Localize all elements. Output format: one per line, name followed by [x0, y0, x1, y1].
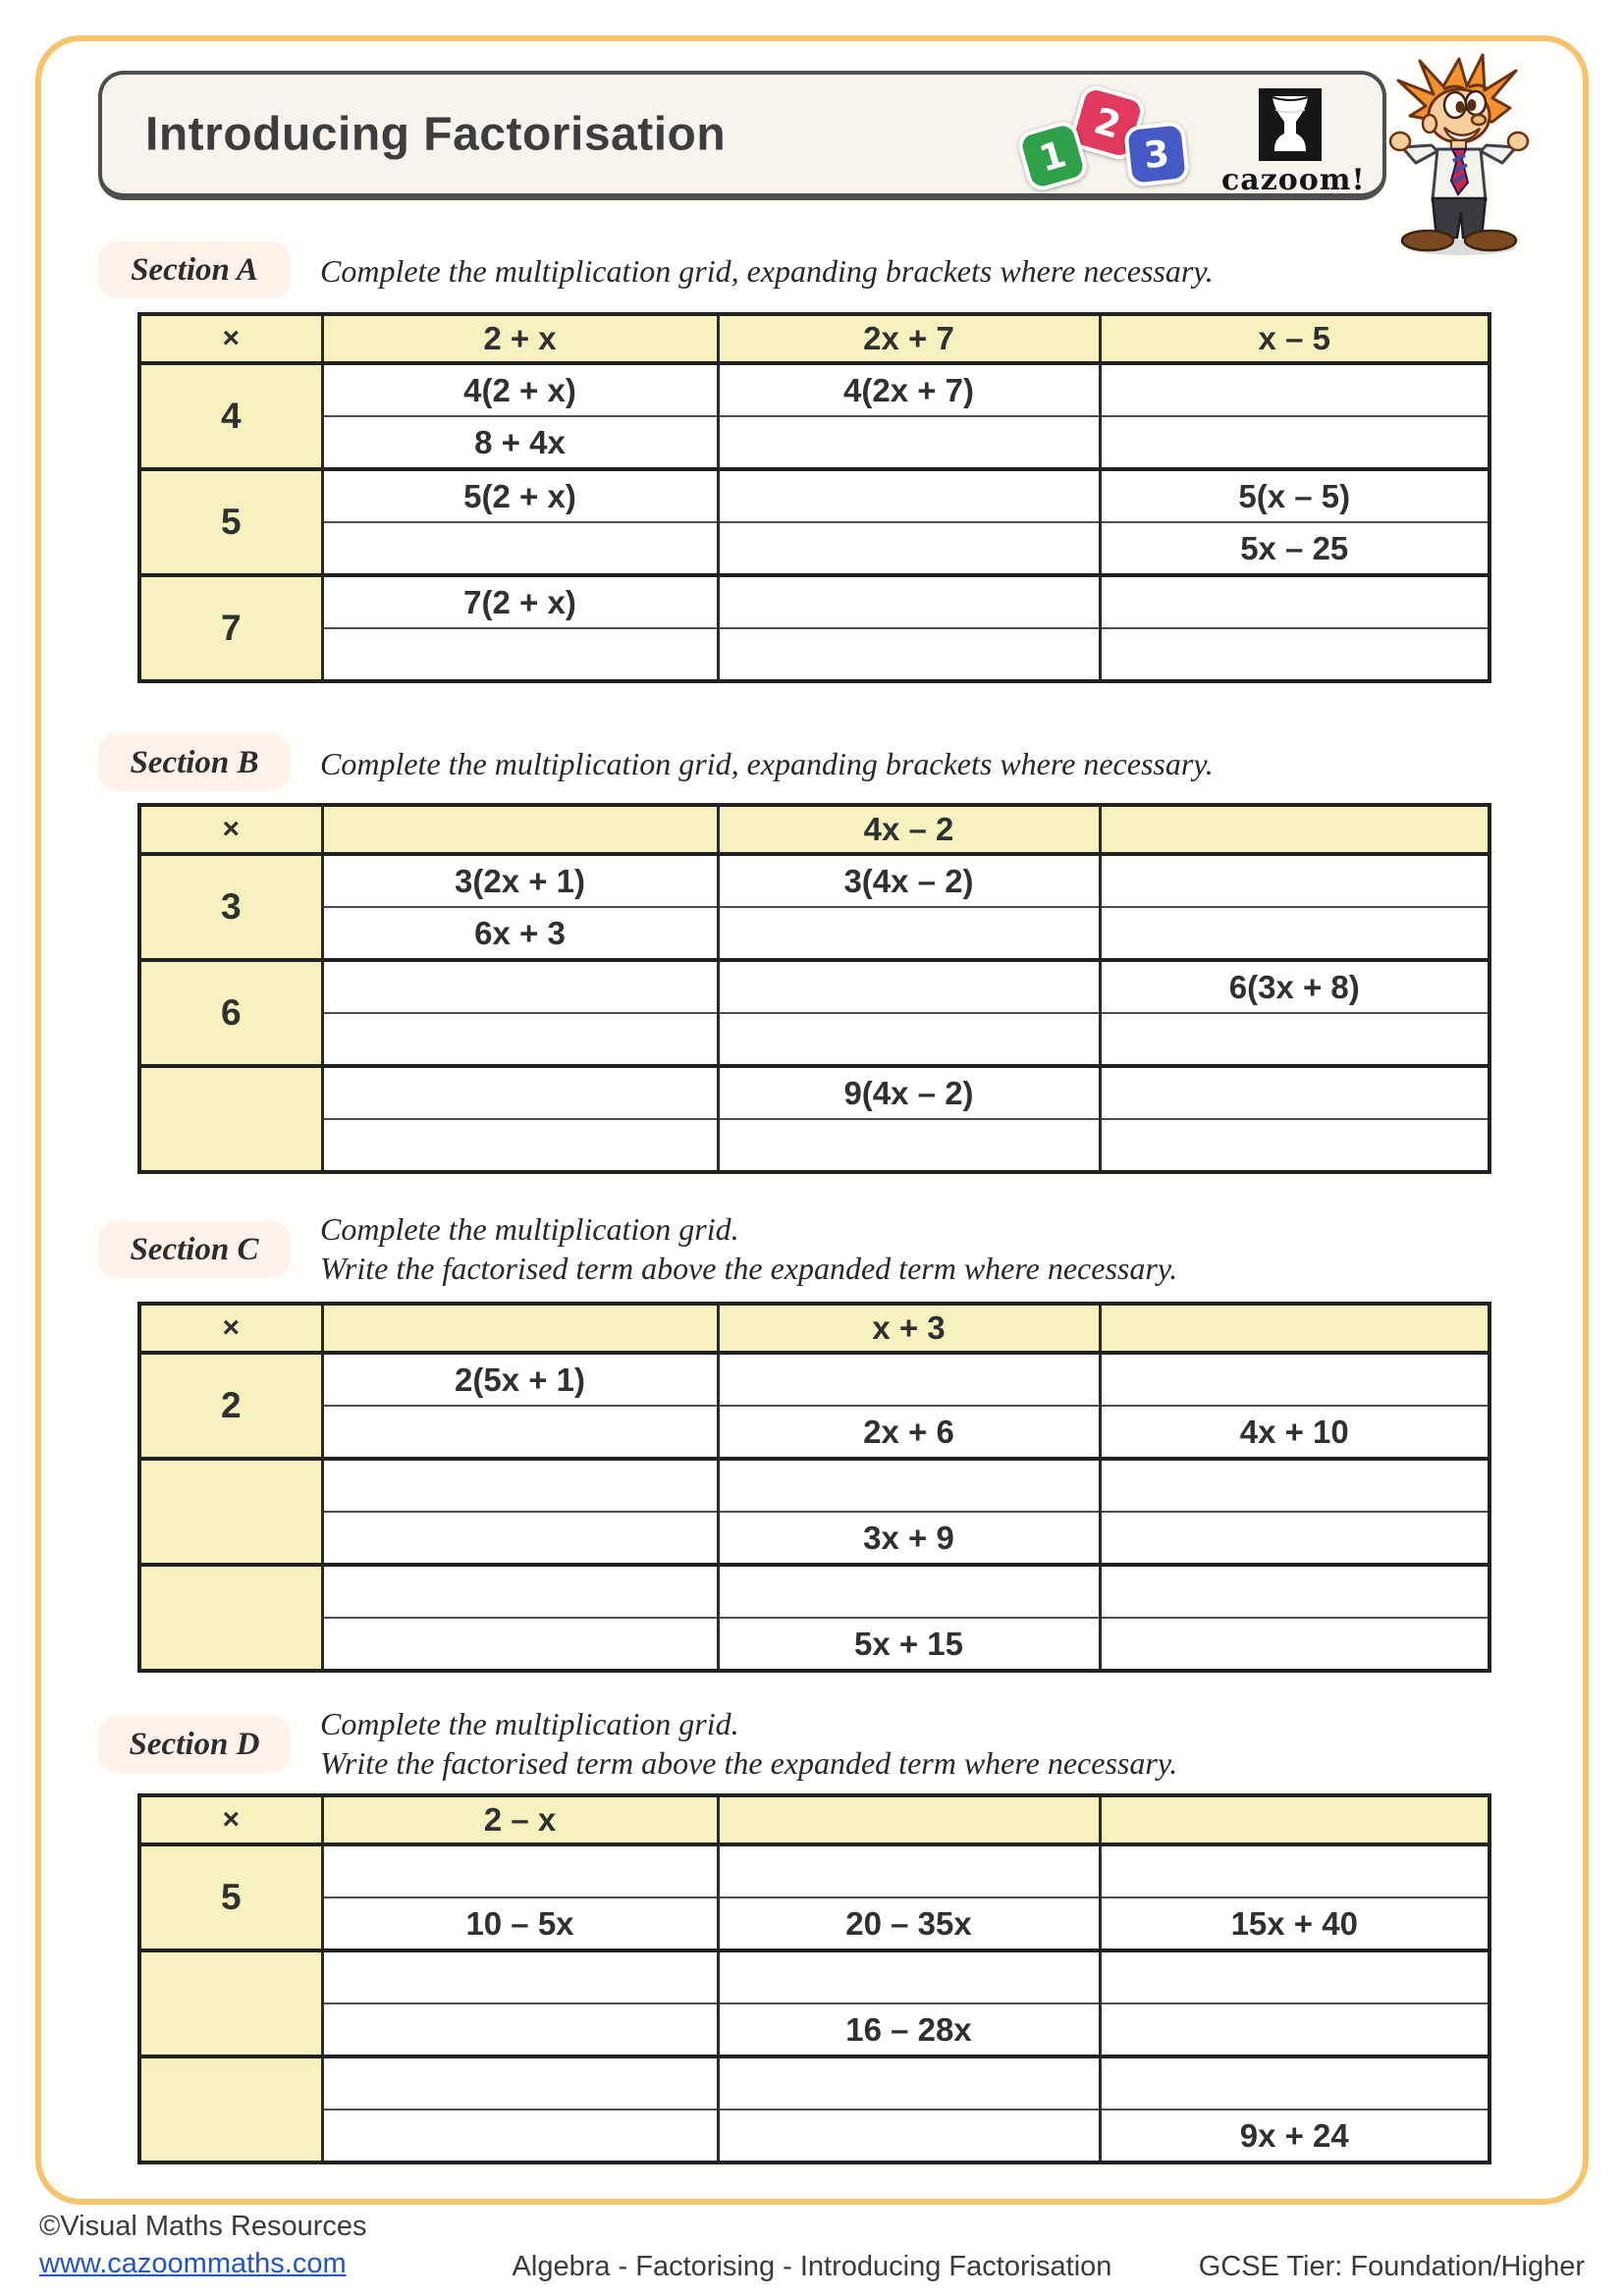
grid-row-label: 4: [139, 363, 322, 469]
grid-cell: [1100, 1066, 1489, 1119]
grid-cell: [718, 628, 1100, 681]
section-a-grid: [137, 312, 1491, 683]
grid-cell: [718, 1565, 1100, 1618]
djembe-drum-icon: [1259, 88, 1322, 161]
grid-cell: [718, 907, 1100, 960]
grid-header-cell: 2 + x: [322, 314, 718, 363]
grid-header-cell: 4x – 2: [718, 805, 1100, 854]
table-row: [139, 2003, 1489, 2056]
grid-cell: [718, 522, 1100, 575]
table-row: [139, 575, 1489, 628]
grid-cell: [718, 2056, 1100, 2109]
grid-cell: [1100, 1353, 1489, 1406]
grid-cell: 4x + 10: [1100, 1406, 1489, 1459]
grid-cell: [1100, 854, 1489, 907]
grid-row-label: [139, 1950, 322, 2056]
grid-header-cell: [1100, 1795, 1489, 1844]
grid-header-cell: x + 3: [718, 1304, 1100, 1353]
table-row: [139, 1406, 1489, 1459]
section-b-label: Section B: [98, 734, 291, 791]
grid-header-cell: [718, 1795, 1100, 1844]
grid-cell: [1100, 1119, 1489, 1172]
grid-header-cell: [322, 805, 718, 854]
table-row: [139, 1512, 1489, 1565]
grid-cell: 15x + 40: [1100, 1897, 1489, 1950]
grid-header-row: [139, 1795, 1489, 1844]
grid-cell: [1100, 575, 1489, 628]
footer-topic: Algebra - Factorising - Introducing Factorisation: [512, 2251, 1112, 2282]
grid-cell: 3(2x + 1): [322, 854, 718, 907]
grid-header-cell: x – 5: [1100, 314, 1489, 363]
grid-cell: [322, 522, 718, 575]
grid-row-label: 2: [139, 1353, 322, 1459]
grid-row-label: 7: [139, 575, 322, 681]
instruction-line: Write the factorised term above the expanded term where necessary.: [320, 1251, 1178, 1286]
table-row: [139, 1013, 1489, 1066]
grid-cell: [1100, 1565, 1489, 1618]
grid-row-label: [139, 1459, 322, 1565]
grid-cell: [718, 1459, 1100, 1512]
multiply-symbol-cell: ×: [139, 314, 322, 363]
table-row: [139, 2109, 1489, 2163]
table-row: [139, 469, 1489, 522]
grid-cell: 8 + 4x: [322, 416, 718, 469]
tile-number: 1: [1034, 132, 1071, 181]
grid-cell: [1100, 2056, 1489, 2109]
grid-cell: [718, 1013, 1100, 1066]
footer-tier: GCSE Tier: Foundation/Higher: [1198, 2251, 1585, 2282]
grid-cell: 4(2 + x): [322, 363, 718, 416]
grid-cell: [1100, 907, 1489, 960]
cazoom-wordmark: cazoom!: [1221, 163, 1366, 197]
instruction-line: Write the factorised term above the expanded term where necessary.: [320, 1745, 1178, 1781]
footer-copyright: ©Visual Maths Resources: [39, 2211, 367, 2242]
section-b-grid: [137, 803, 1491, 1174]
grid-cell: [322, 1406, 718, 1459]
grid-cell: [1100, 2003, 1489, 2056]
section-a-instructions: Complete the multiplication grid, expanding brackets where necessary.: [320, 253, 1214, 289]
table-row: [139, 1844, 1489, 1897]
grid-cell: 10 – 5x: [322, 1897, 718, 1950]
grid-cell: [322, 2109, 718, 2163]
tile-number: 3: [1141, 132, 1172, 177]
grid-cell: 5x – 25: [1100, 522, 1489, 575]
grid-header-cell: [1100, 1304, 1489, 1353]
grid-header-cell: 2x + 7: [718, 314, 1100, 363]
tile-number: 2: [1089, 98, 1126, 147]
multiply-symbol-cell: ×: [139, 1795, 322, 1844]
grid-cell: [322, 960, 718, 1013]
table-row: [139, 628, 1489, 681]
instruction-line: Complete the multiplication grid.: [320, 1706, 739, 1741]
grid-row-label: 5: [139, 469, 322, 575]
grid-row-label: [139, 2056, 322, 2163]
grid-row-label: 3: [139, 854, 322, 960]
cazoom-logo: [1221, 88, 1366, 197]
multiply-symbol-cell: ×: [139, 805, 322, 854]
table-row: [139, 1950, 1489, 2003]
grid-cell: 5(2 + x): [322, 469, 718, 522]
grid-cell: [718, 960, 1100, 1013]
grid-cell: 9x + 24: [1100, 2109, 1489, 2163]
grid-cell: [322, 1459, 718, 1512]
grid-cell: [322, 1512, 718, 1565]
table-row: [139, 1119, 1489, 1172]
numbers-123-logo: [1010, 75, 1236, 196]
grid-cell: 5(x – 5): [1100, 469, 1489, 522]
grid-header-cell: 2 – x: [322, 1795, 718, 1844]
grid-cell: 9(4x – 2): [718, 1066, 1100, 1119]
grid-cell: [322, 1565, 718, 1618]
header: [98, 71, 1386, 200]
footer-url-link[interactable]: www.cazoommaths.com: [39, 2248, 347, 2279]
grid-cell: 5x + 15: [718, 1618, 1100, 1671]
grid-cell: [322, 2056, 718, 2109]
grid-cell: 2(5x + 1): [322, 1353, 718, 1406]
grid-row-label: 6: [139, 960, 322, 1066]
table-row: [139, 363, 1489, 416]
grid-cell: [718, 2109, 1100, 2163]
grid-cell: [718, 1119, 1100, 1172]
grid-row-label: 5: [139, 1844, 322, 1950]
grid-cell: [718, 575, 1100, 628]
section-c-grid: [137, 1302, 1491, 1673]
grid-cell: [322, 1844, 718, 1897]
grid-cell: 6(3x + 8): [1100, 960, 1489, 1013]
grid-cell: [1100, 416, 1489, 469]
instruction-line: Complete the multiplication grid.: [320, 1211, 739, 1247]
table-row: [139, 960, 1489, 1013]
page-title: Introducing Factorisation: [145, 108, 727, 160]
grid-cell: [322, 628, 718, 681]
grid-cell: [718, 1844, 1100, 1897]
grid-cell: 3(4x – 2): [718, 854, 1100, 907]
table-row: [139, 1066, 1489, 1119]
grid-cell: 2x + 6: [718, 1406, 1100, 1459]
table-row: [139, 2056, 1489, 2109]
grid-cell: [322, 1618, 718, 1671]
table-row: [139, 1897, 1489, 1950]
section-c-label: Section C: [98, 1221, 291, 1278]
grid-cell: [322, 1013, 718, 1066]
grid-cell: 6x + 3: [322, 907, 718, 960]
grid-cell: 7(2 + x): [322, 575, 718, 628]
grid-cell: [718, 1353, 1100, 1406]
grid-header-row: [139, 805, 1489, 854]
table-row: [139, 416, 1489, 469]
grid-cell: [1100, 363, 1489, 416]
grid-cell: [322, 1066, 718, 1119]
grid-cell: [1100, 1512, 1489, 1565]
grid-row-label: [139, 1066, 322, 1172]
table-row: [139, 1618, 1489, 1671]
grid-cell: [718, 469, 1100, 522]
grid-header-row: [139, 1304, 1489, 1353]
grid-cell: [322, 2003, 718, 2056]
grid-cell: 3x + 9: [718, 1512, 1100, 1565]
section-a-label: Section A: [98, 241, 291, 298]
grid-cell: [322, 1950, 718, 2003]
cartoon-teacher-mascot: [1382, 43, 1540, 259]
grid-cell: [1100, 1459, 1489, 1512]
grid-cell: [1100, 1950, 1489, 2003]
table-row: [139, 1459, 1489, 1512]
grid-header-cell: [1100, 805, 1489, 854]
grid-cell: [1100, 1618, 1489, 1671]
grid-cell: [1100, 1013, 1489, 1066]
table-row: [139, 907, 1489, 960]
grid-cell: 20 – 35x: [718, 1897, 1100, 1950]
table-row: [139, 1565, 1489, 1618]
table-row: [139, 1353, 1489, 1406]
section-d-instructions: [320, 1704, 1177, 1783]
grid-cell: [1100, 1844, 1489, 1897]
section-b-instructions: Complete the multiplication grid, expanding brackets where necessary.: [320, 746, 1214, 781]
grid-header-row: [139, 314, 1489, 363]
table-row: [139, 854, 1489, 907]
grid-cell: [718, 1950, 1100, 2003]
section-d-grid: [137, 1793, 1491, 2164]
section-c-instructions: [320, 1209, 1177, 1288]
table-row: [139, 522, 1489, 575]
grid-row-label: [139, 1565, 322, 1671]
section-d-label: Section D: [98, 1716, 291, 1773]
grid-cell: 16 – 28x: [718, 2003, 1100, 2056]
grid-cell: [718, 416, 1100, 469]
grid-cell: [322, 1119, 718, 1172]
grid-cell: 4(2x + 7): [718, 363, 1100, 416]
grid-header-cell: [322, 1304, 718, 1353]
logo-tile-3: [1123, 121, 1190, 187]
grid-cell: [1100, 628, 1489, 681]
multiply-symbol-cell: ×: [139, 1304, 322, 1353]
